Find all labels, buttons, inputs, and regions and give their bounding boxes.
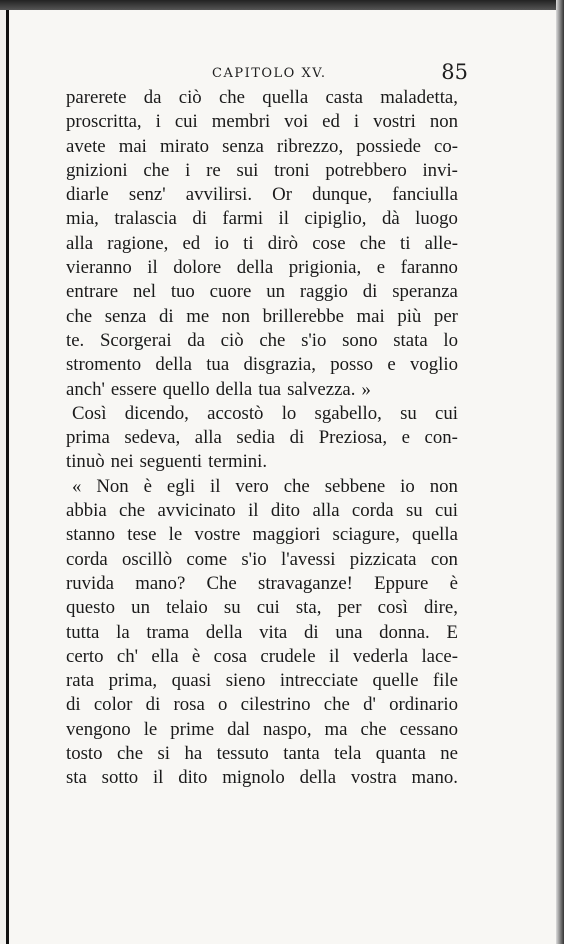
text-line: rata prima, quasi sieno intrecciate quelle file bbox=[66, 670, 458, 692]
text-line: parerete da ciò che quella casta maladetta, bbox=[66, 87, 458, 108]
text-line: diarle senz' avvilirsi. Or dunque, fanciulla bbox=[66, 184, 458, 206]
text-line: gnizioni che i re sui troni potrebbero invi- bbox=[66, 159, 458, 181]
text-line: vieranno il dolore della prigionia, e faranno bbox=[66, 257, 458, 279]
text-line: vengono le prime dal naspo, ma che cessano bbox=[66, 718, 458, 740]
text-line: tutta la trama della vita di una donna. E bbox=[66, 621, 458, 643]
text-line: alla ragione, ed io ti dirò cose che ti alle- bbox=[66, 232, 458, 254]
text-line: anch' essere quello della tua salvezza. » bbox=[66, 378, 371, 400]
text-line: ruvida mano? Che stravaganze! Eppure è bbox=[66, 572, 458, 594]
text-line: stromento della tua disgrazia, posso e voglio bbox=[66, 354, 458, 376]
text-line: tosto che si ha tessuto tanta tela quanta ne bbox=[66, 743, 458, 765]
text-line: certo ch' ella è cosa crudele il vederla lace- bbox=[66, 645, 458, 667]
text-line: prima sedeva, alla sedia di Preziosa, e con- bbox=[66, 427, 458, 449]
text-line: tinuò nei seguenti termini. bbox=[66, 451, 268, 473]
text-line: abbia che avvicinato il dito alla corda su cui bbox=[66, 500, 458, 522]
text-line: questo un telaio su cui sta, per così dire, bbox=[66, 597, 458, 619]
running-title: CAPITOLO XV. bbox=[212, 66, 327, 81]
text-line: te. Scorgerai da ciò che s'io sono stata lo bbox=[66, 329, 458, 351]
text-line: stanno tese le vostre maggiori sciagure, quella bbox=[66, 524, 458, 546]
page-number: 85 bbox=[441, 60, 468, 84]
text-line: « Non è egli il vero che sebbene io non bbox=[72, 475, 458, 497]
text-line: mia, tralascia di farmi il cipiglio, dà luogo bbox=[66, 208, 458, 230]
text-line: che senza di me non brillerebbe mai più per bbox=[66, 305, 458, 327]
body-text bbox=[66, 86, 458, 791]
right-page-edge bbox=[556, 0, 564, 944]
text-line: entrare nel tuo cuore un raggio di speranza bbox=[66, 281, 458, 303]
text-line: di color di rosa o cilestrino che d' ordinario bbox=[66, 694, 458, 716]
text-line: corda oscillò come s'io l'avessi pizzicata con bbox=[66, 548, 458, 570]
text-line: avete mai mirato senza ribrezzo, possiede co- bbox=[66, 135, 458, 157]
text-line: proscritta, i cui membri voi ed i vostri non bbox=[66, 111, 458, 133]
text-line: Così dicendo, accostò lo sgabello, su cui bbox=[72, 402, 458, 424]
top-page-shadow bbox=[0, 0, 564, 10]
text-line: sta sotto il dito mignolo della vostra mano. bbox=[66, 767, 458, 789]
